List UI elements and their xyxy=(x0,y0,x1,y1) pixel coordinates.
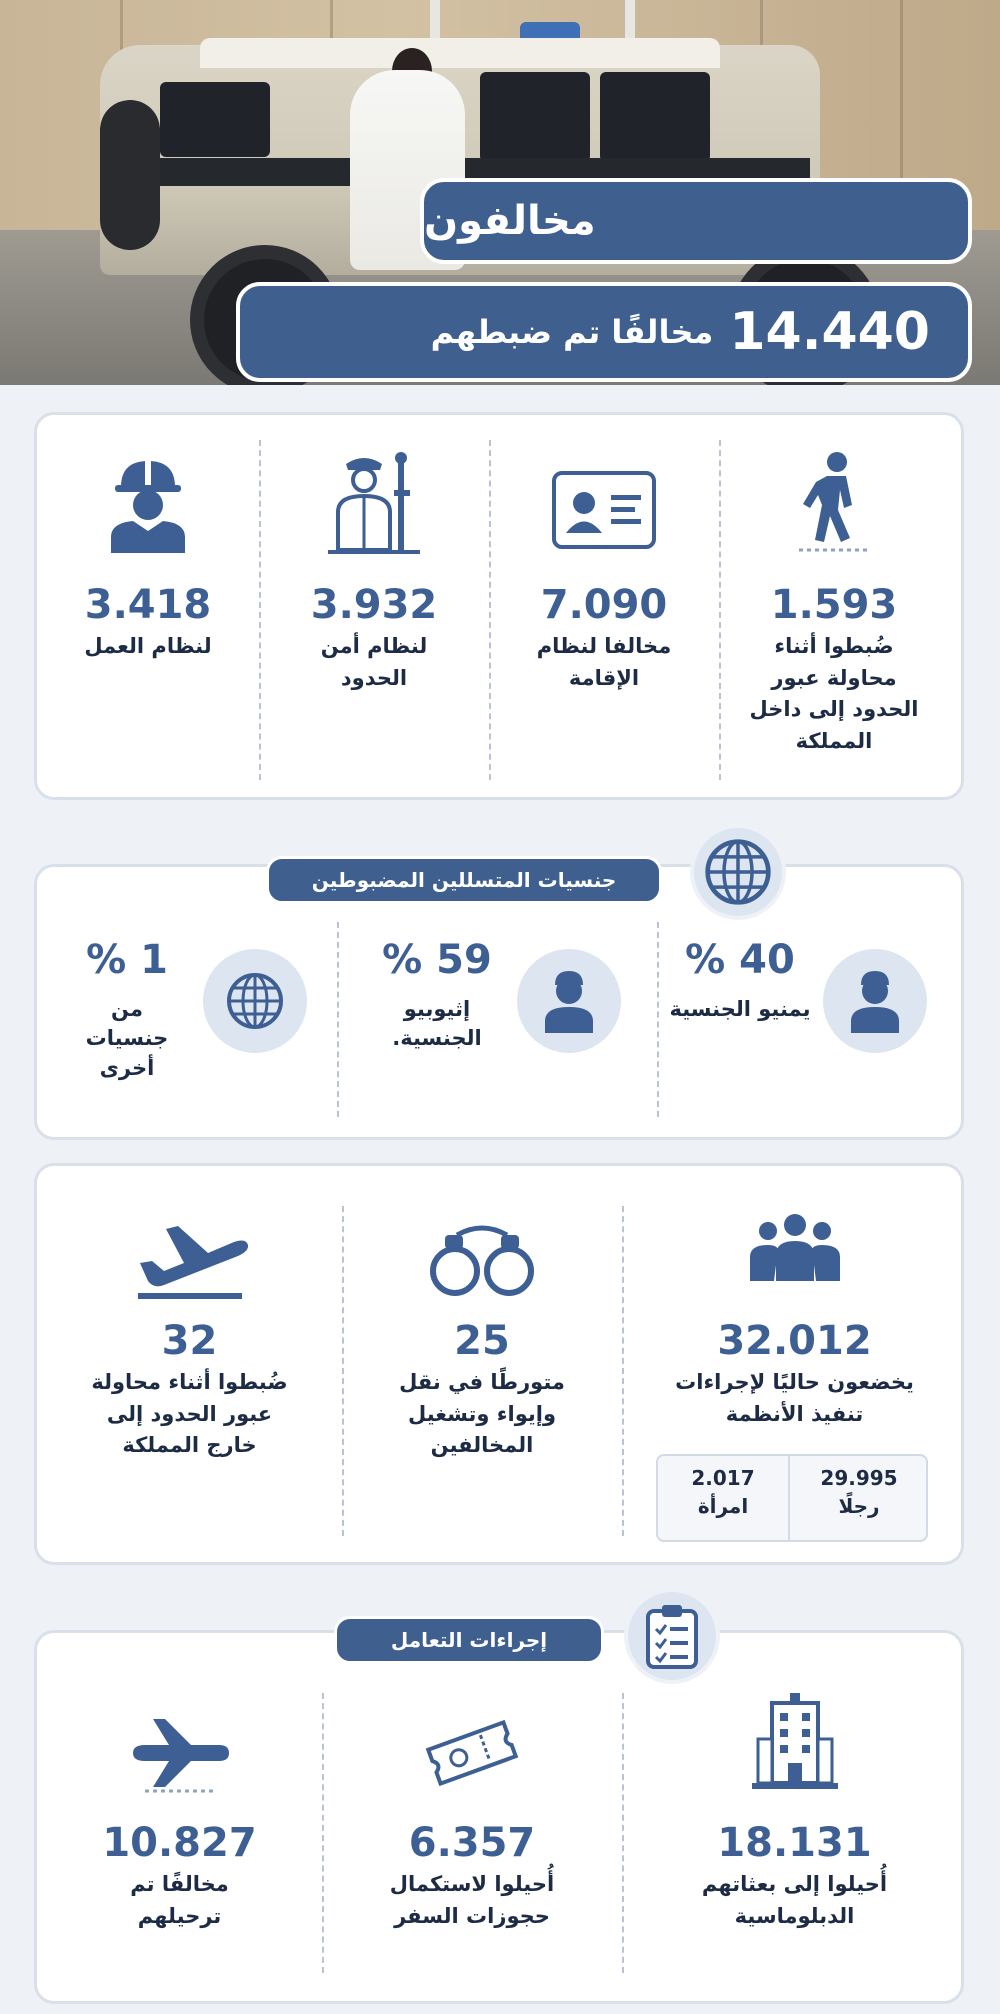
breakdown-label: رجلًا xyxy=(838,1494,880,1518)
enforcement-value: 25 xyxy=(454,1318,510,1364)
enforcement-item xyxy=(342,1201,622,1462)
enforcement-value: 32.012 xyxy=(717,1318,872,1364)
violations-card xyxy=(34,412,964,800)
nationality-percent: 1 % xyxy=(86,937,168,983)
hard-hat-worker-icon xyxy=(37,450,259,555)
violation-label: لنظام العمل xyxy=(84,634,212,658)
enforcement-label: يخضعون حاليًا لإجراءات تنفيذ الأنظمة xyxy=(675,1370,914,1426)
breakdown-label: امرأة xyxy=(697,1494,749,1518)
border-guard-icon xyxy=(259,450,489,555)
violation-label: ضُبطوا أثناء محاولة عبور الحدود إلى داخل المملكة xyxy=(749,634,919,753)
group-icon xyxy=(622,1201,967,1281)
clipboard-checklist-icon xyxy=(624,1588,720,1684)
person-icon xyxy=(823,949,927,1053)
total-count-value: 14.440 xyxy=(729,302,930,362)
procedure-label: أُحيلوا إلى بعثاتهم الدبلوماسية xyxy=(701,1872,888,1928)
person-icon xyxy=(517,949,621,1053)
enforcement-value: 32 xyxy=(161,1318,218,1364)
enforcement-label: ضُبطوا أثناء محاولة عبور الحدود إلى خارج المملكة xyxy=(91,1370,288,1457)
embassy-building-icon xyxy=(622,1688,967,1793)
id-card-icon xyxy=(489,450,719,555)
nationalities-section-tag: جنسيات المتسللين المضبوطين xyxy=(266,856,662,904)
procedure-value: 10.827 xyxy=(102,1820,257,1866)
gender-breakdown xyxy=(656,1454,928,1542)
nationality-label: من جنسيات أخرى xyxy=(85,997,169,1080)
procedure-label: مخالفًا تم ترحيلهم xyxy=(130,1872,229,1928)
violation-value: 7.090 xyxy=(540,582,668,628)
procedure-item xyxy=(37,1688,322,1932)
violation-item xyxy=(259,450,489,694)
plane-takeoff-icon xyxy=(37,1201,342,1301)
hero-spare-tire xyxy=(100,100,160,250)
violation-item xyxy=(719,450,949,757)
violation-label: مخالفا لنظام الإقامة xyxy=(536,634,672,690)
violation-item xyxy=(37,450,259,663)
procedure-value: 6.357 xyxy=(408,1820,536,1866)
nationality-percent: 40 % xyxy=(685,937,795,983)
enforcement-item xyxy=(622,1201,967,1430)
violation-value: 3.418 xyxy=(84,582,212,628)
globe-icon xyxy=(203,949,307,1053)
breakdown-value: 29.995 xyxy=(820,1466,898,1490)
page-title: مخالفون xyxy=(420,178,972,264)
ticket-icon xyxy=(322,1688,622,1793)
enforcement-item xyxy=(37,1201,342,1462)
procedures-section-tag: إجراءات التعامل xyxy=(334,1616,604,1664)
violation-value: 3.932 xyxy=(310,582,438,628)
enforcement-card xyxy=(34,1163,964,1565)
breakdown-value: 2.017 xyxy=(691,1466,755,1490)
enforcement-label: متورطًا في نقل وإيواء وتشغيل المخالفين xyxy=(399,1370,565,1457)
violation-label: لنظام أمن الحدود xyxy=(320,634,428,690)
breakdown-women xyxy=(658,1456,788,1518)
procedure-value: 18.131 xyxy=(717,1820,872,1866)
nationality-label: يمنيو الجنسية xyxy=(669,997,811,1021)
total-count-label: مخالفًا تم ضبطهم xyxy=(430,313,714,351)
violation-value: 1.593 xyxy=(770,582,898,628)
nationality-percent: 59 % xyxy=(382,937,492,983)
violation-item xyxy=(489,450,719,694)
procedures-card xyxy=(34,1630,964,2004)
procedure-item xyxy=(322,1688,622,1932)
walking-person-icon xyxy=(719,450,949,555)
breakdown-men xyxy=(792,1456,926,1518)
handcuffs-icon xyxy=(342,1201,622,1301)
airplane-icon xyxy=(37,1688,322,1793)
nationality-label: إثيوبيو الجنسية. xyxy=(392,997,482,1051)
total-count-banner xyxy=(236,282,972,382)
nationalities-card xyxy=(34,864,964,1140)
procedure-item xyxy=(622,1688,967,1932)
procedure-label: أُحيلوا لاستكمال حجوزات السفر xyxy=(389,1872,555,1928)
globe-icon xyxy=(690,824,786,920)
